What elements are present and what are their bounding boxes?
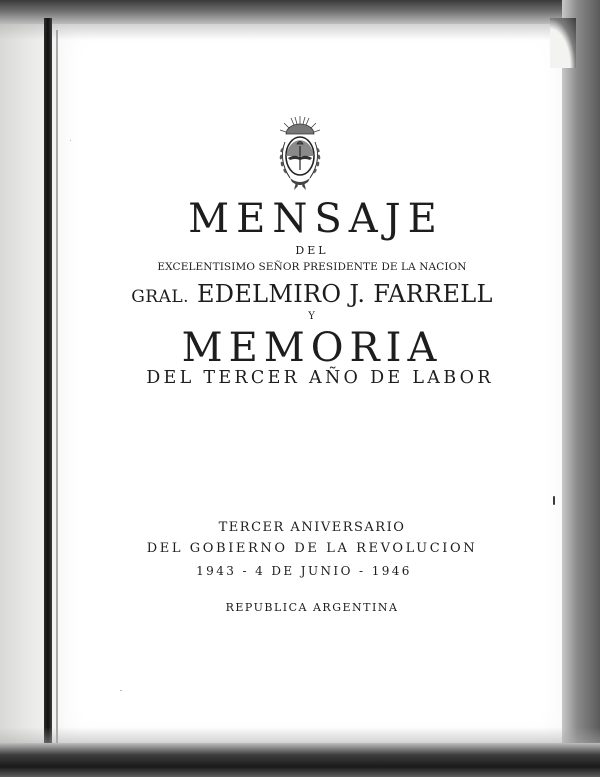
scan-speck	[120, 690, 122, 691]
scan-speck	[70, 140, 71, 141]
subtitle-presidente: EXCELENTISIMO SEÑOR PRESIDENTE DE LA NACION	[157, 261, 467, 273]
president-name	[58, 280, 566, 311]
connector-y: Y	[308, 311, 316, 322]
title-memoria-subtitle: DEL TERCER AÑO DE LABOR	[146, 368, 494, 388]
government-line: DEL GOBIERNO DE LA REVOLUCION	[146, 541, 478, 556]
rank-label: GRAL.	[131, 287, 190, 307]
top-scanner-shadow	[0, 0, 600, 24]
argentine-coat-of-arms-icon	[272, 112, 328, 194]
name-label: EDELMIRO J. FARRELL	[196, 280, 493, 308]
binding-edge	[0, 0, 46, 777]
top-shadow-fade	[0, 22, 600, 40]
bottom-scanner-shadow	[0, 743, 600, 777]
scan-speck	[553, 496, 555, 505]
page-corner-curl	[550, 18, 576, 68]
anniversary-line: TERCER ANIVERSARIO	[218, 520, 406, 535]
connector-del: DEL	[295, 244, 329, 257]
dates-line: 1943 - 4 DE JUNIO - 1946	[196, 564, 412, 578]
binding-line	[56, 30, 58, 745]
title-memoria: MEMORIA	[181, 325, 443, 371]
country-line: REPUBLICA ARGENTINA	[225, 601, 399, 614]
binding-bar	[44, 18, 52, 753]
title-mensaje: MENSAJE	[188, 196, 444, 242]
